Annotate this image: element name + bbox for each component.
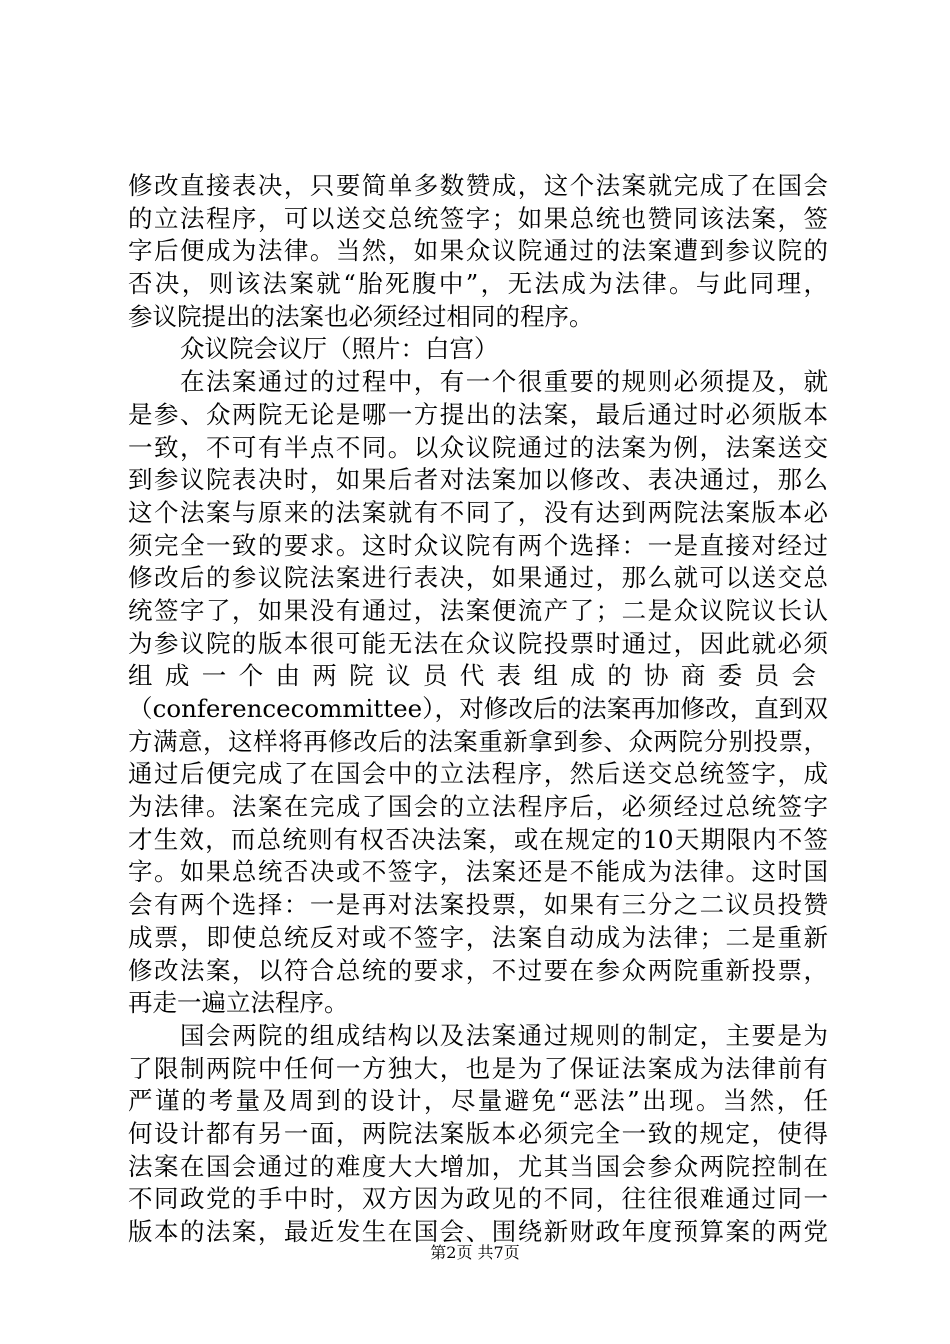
text-line: 字后便成为法律。当然，如果众议院通过的法案遭到参议院的 bbox=[128, 236, 828, 266]
page-number: 第2页 共7页 bbox=[430, 1243, 520, 1262]
text-line: 成票，即使总统反对或不签字，法案自动成为法律；二是重新 bbox=[128, 922, 828, 952]
text-line: 参议院提出的法案也必须经过相同的程序。 bbox=[128, 301, 594, 331]
text-line: 修改后的参议院法案进行表决，如果通过，那么就可以送交总 bbox=[128, 563, 828, 593]
text-line: 了限制两院中任何一方独大，也是为了保证法案成为法律前有 bbox=[128, 1053, 828, 1083]
text-line: 会有两个选择：一是再对法案投票，如果有三分之二议员投赞 bbox=[128, 890, 828, 920]
text-line: 到参议院表决时，如果后者对法案加以修改、表决通过，那么 bbox=[128, 465, 828, 495]
text-line: 在法案通过的过程中，有一个很重要的规则必须提及，就 bbox=[180, 367, 828, 397]
text-line: 国会两院的组成结构以及法案通过规则的制定，主要是为 bbox=[180, 1020, 828, 1050]
text-line: 法案在国会通过的难度大大增加，尤其当国会参众两院控制在 bbox=[128, 1151, 828, 1181]
text-line: 这个法案与原来的法案就有不同了，没有达到两院法案版本必 bbox=[128, 497, 828, 527]
text-line: 否决，则该法案就“胎死腹中”，无法成为法律。与此同理， bbox=[128, 269, 828, 299]
text-line: 修改法案，以符合总统的要求，不过要在参众两院重新投票， bbox=[128, 955, 828, 985]
text-line: 组成一个由两院议员代表组成的协商委员会 bbox=[128, 661, 828, 691]
text-line: 再走一遍立法程序。 bbox=[128, 988, 349, 1018]
text-line: 通过后便完成了在国会中的立法程序，然后送交总统签字，成 bbox=[128, 759, 828, 789]
text-line: 为法律。法案在完成了国会的立法程序后，必须经过总统签字 bbox=[128, 792, 828, 822]
text-line: 字。如果总统否决或不签字，法案还是不能成为法律。这时国 bbox=[128, 857, 828, 887]
photo-caption: 众议院会议厅（照片：白宫） bbox=[180, 334, 499, 364]
text-line: （conferencecommittee），对修改后的法案再加修改，直到双 bbox=[128, 694, 828, 723]
body-text bbox=[128, 170, 828, 1249]
text-line: 不同政党的手中时，双方因为政见的不同，往往很难通过同一 bbox=[128, 1184, 828, 1214]
text-line: 一致，不可有半点不同。以众议院通过的法案为例，法案送交 bbox=[128, 432, 828, 462]
text-line: 严谨的考量及周到的设计，尽量避免“恶法”出现。当然，任 bbox=[128, 1086, 828, 1116]
page-footer bbox=[0, 1243, 950, 1263]
text-line: 版本的法案，最近发生在国会、围绕新财政年度预算案的两党 bbox=[128, 1217, 828, 1246]
text-line: 方满意，这样将再修改后的法案重新拿到参、众两院分别投票， bbox=[128, 726, 828, 756]
text-line: 是参、众两院无论是哪一方提出的法案，最后通过时必须版本 bbox=[128, 399, 828, 429]
text-line: 须完全一致的要求。这时众议院有两个选择：一是直接对经过 bbox=[128, 530, 828, 560]
text-line: 统签字了，如果没有通过，法案便流产了；二是众议院议长认 bbox=[128, 595, 828, 625]
text-line: 为参议院的版本很可能无法在众议院投票时通过，因此就必须 bbox=[128, 628, 828, 658]
text-line: 才生效，而总统则有权否决法案，或在规定的10天期限内不签 bbox=[128, 824, 828, 854]
text-line: 何设计都有另一面，两院法案版本必须完全一致的规定，使得 bbox=[128, 1118, 828, 1148]
text-line: 修改直接表决，只要简单多数赞成，这个法案就完成了在国会 bbox=[128, 171, 828, 200]
text-line: 的立法程序，可以送交总统签字；如果总统也赞同该法案，签 bbox=[128, 203, 828, 233]
